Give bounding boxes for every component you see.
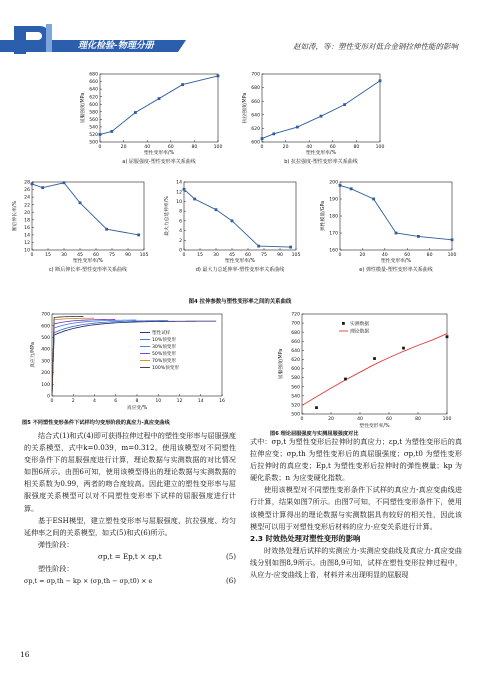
- x-tick-label: 0: [260, 145, 264, 150]
- y-tick-label: 620: [251, 127, 260, 132]
- running-title: 赵如涛，等：塑性变形对低合金钢拉伸性能的影响: [293, 42, 458, 51]
- data-point: [31, 182, 34, 185]
- panel-caption: a) 屈服强度-塑性变形率关系曲线: [122, 159, 196, 165]
- y-tick-label: 18: [24, 218, 30, 224]
- series-line: [52, 316, 83, 396]
- measured-point: [344, 378, 347, 381]
- data-point: [215, 208, 218, 211]
- legend-label: 实测数据: [350, 322, 370, 327]
- x-tick-label: 80: [353, 145, 360, 150]
- data-point: [320, 115, 323, 118]
- x-tick-label: 60: [329, 145, 336, 150]
- figure-6-caption: 图6 理论屈服强度与实测屈服强度对比: [270, 431, 359, 437]
- y-tick-label: 660: [89, 80, 98, 86]
- chart-panel-a: [79, 72, 222, 165]
- y-tick-label: 4: [179, 229, 182, 235]
- series-line: [184, 189, 291, 247]
- legend-label: 10%预变形: [152, 338, 176, 343]
- measured-point: [446, 335, 449, 338]
- x-tick-label: 100: [442, 417, 452, 422]
- data-point: [343, 103, 346, 106]
- right-column: [250, 436, 462, 581]
- y-tick-label: 20: [24, 210, 30, 216]
- x-tick-label: 100: [375, 145, 385, 150]
- series-line: [52, 321, 216, 396]
- legend-label: 50%预变形: [152, 352, 176, 357]
- y-tick-label: 660: [291, 339, 300, 345]
- series-line: [52, 321, 168, 396]
- paragraph: 式中：σp,t 为塑性变形后拉伸时的真应力；εp,t 为塑性变形后的真拉伸应变；σp,th 为塑性变形后的真屈服强度；σp,t0 为塑性变形后拉伸时的真应变；Ep,t 为塑性变形后拉伸时的弹性模量；kp 为硬化系数；n 为应变硬化指数。: [250, 437, 462, 483]
- x-tick-label: 4: [93, 399, 96, 404]
- y-tick-label: 620: [291, 358, 300, 364]
- y-tick-label: 190: [329, 197, 338, 203]
- measured-point: [315, 406, 318, 409]
- y-axis-label: 最大力总延伸率/%: [165, 196, 170, 236]
- x-tick-label: 100: [213, 145, 223, 150]
- plot-frame: [340, 182, 452, 250]
- y-tick-label: 600: [41, 324, 50, 330]
- panel-caption: b) 抗拉强度-塑性变形率关系曲线: [284, 159, 358, 165]
- data-point: [339, 184, 342, 187]
- x-tick-label: 0: [338, 253, 342, 258]
- panel-caption: e) 弹性模量-塑性变形率关系曲线: [359, 267, 433, 273]
- data-point: [79, 201, 82, 204]
- data-point: [63, 181, 66, 184]
- y-tick-label: 10: [24, 248, 30, 254]
- theory-line: [302, 334, 447, 406]
- y-tick-label: 200: [41, 371, 50, 377]
- panel-caption: c) 断后伸长率-塑性变形率关系曲线: [48, 267, 128, 273]
- chart-panel-c: [11, 180, 148, 273]
- x-tick-label: 75: [261, 253, 267, 258]
- y-tick-label: 180: [329, 214, 338, 220]
- x-tick-label: 16: [219, 399, 225, 404]
- panel-caption: d) 最大力总延伸率-塑性变形率关系曲线: [195, 267, 285, 273]
- journal-name: 理化检验-物理分册: [78, 41, 154, 51]
- journal-logo-icon: [10, 20, 74, 56]
- data-point: [289, 246, 292, 249]
- y-axis-label: 屈服强度/MPa: [279, 348, 284, 380]
- x-tick-label: 45: [229, 253, 235, 258]
- y-tick-label: 500: [41, 336, 50, 342]
- left-column: [24, 430, 236, 587]
- y-tick-label: 14: [24, 233, 30, 239]
- series-line: [52, 319, 115, 396]
- y-tick-label: 680: [251, 86, 260, 92]
- measured-point: [373, 357, 376, 360]
- figure-5: [22, 308, 237, 418]
- y-axis-label: 弹性模量/GPa: [321, 200, 326, 232]
- x-axis-label: 塑性变形率/%: [72, 259, 104, 264]
- data-point: [379, 79, 382, 82]
- y-tick-label: 640: [251, 113, 260, 119]
- x-tick-label: 80: [415, 417, 421, 422]
- series-line: [52, 318, 94, 396]
- y-tick-label: 160: [329, 248, 338, 254]
- x-tick-label: 90: [125, 253, 131, 258]
- y-tick-label: 200: [329, 180, 338, 186]
- x-tick-label: 60: [386, 417, 392, 422]
- x-tick-label: 40: [144, 145, 151, 150]
- y-tick-label: 100: [41, 382, 50, 388]
- x-tick-label: 15: [45, 253, 51, 258]
- x-tick-label: 8: [135, 399, 139, 404]
- chart-panel-b: [241, 72, 384, 165]
- x-tick-label: 15: [197, 253, 203, 258]
- y-tick-label: 680: [89, 72, 98, 78]
- data-point: [257, 245, 260, 248]
- y-tick-label: 660: [251, 99, 260, 105]
- y-tick-label: 520: [89, 133, 98, 139]
- data-point: [193, 198, 196, 201]
- paragraph: 基于ESH模型，建立塑性变形率与屈服强度、抗拉强度、均匀延伸率之间的关系模型，如式(5)和式(6)所示。: [24, 515, 236, 537]
- legend-label: 塑性试样: [152, 331, 171, 336]
- y-axis-label: 断后伸长率/%: [13, 200, 18, 232]
- figure-6: [262, 308, 462, 428]
- data-point: [99, 133, 102, 136]
- y-tick-label: 580: [89, 110, 98, 116]
- x-tick-label: 20: [120, 145, 127, 150]
- paragraph: 结合式(1)和式(4)即可获得拉伸过程中的塑性变形率与屈服强度的关系模型，式中k=0.039，m=0.312。使用该模型对不同塑性变形条件下的屈服强度进行计算，理论数据与实测数据的对比情况如图6所示。由图6可知，使用该模型得出的理论数据与实测数据的相关系数为0.99，两者的吻合度较高。因此建立的塑性变形率与屈服强度关系模型可以对不同塑性变形率下试样的屈服强度进行计算。: [24, 431, 236, 513]
- data-point: [217, 74, 220, 77]
- series-line: [100, 76, 218, 135]
- equation-5: σp,t = Ep,t × εp,t (5): [98, 551, 236, 561]
- data-point: [181, 83, 184, 86]
- y-axis-label: 屈服强度/MPa: [81, 92, 86, 124]
- plot-frame: [32, 182, 144, 250]
- x-tick-label: 90: [277, 253, 283, 258]
- y-tick-label: 600: [251, 140, 260, 146]
- data-point: [105, 228, 108, 231]
- y-tick-label: 700: [41, 312, 50, 318]
- x-tick-label: 80: [426, 253, 433, 258]
- data-point: [158, 97, 161, 100]
- data-point: [41, 186, 44, 189]
- figure-4-caption: 图4 拉伸参数与塑性变形率之间的关系曲线: [188, 299, 292, 305]
- y-tick-label: 640: [291, 348, 300, 354]
- stage-label: 塑性阶段：: [38, 564, 74, 574]
- data-point: [451, 238, 454, 241]
- x-tick-label: 60: [93, 253, 99, 258]
- x-tick-label: 45: [77, 253, 83, 258]
- y-tick-label: 12: [176, 190, 182, 196]
- x-tick-label: 30: [213, 253, 219, 258]
- y-tick-label: 400: [41, 347, 50, 353]
- legend-label: 30%预变形: [152, 345, 176, 350]
- y-tick-label: 700: [291, 321, 300, 327]
- x-axis-label: 塑性变形率/%: [224, 259, 256, 264]
- x-tick-label: 40: [381, 253, 388, 258]
- y-tick-label: 560: [291, 385, 300, 391]
- x-tick-label: 10: [155, 399, 162, 404]
- data-point: [372, 198, 375, 201]
- page-number: 16: [20, 650, 30, 659]
- y-tick-label: 720: [291, 312, 300, 318]
- x-tick-label: 80: [191, 145, 198, 150]
- x-tick-label: 30: [61, 253, 67, 258]
- y-tick-label: 24: [24, 195, 30, 201]
- y-tick-label: 640: [89, 87, 98, 93]
- x-axis-label: 塑性变形率/%: [359, 424, 390, 428]
- measured-point: [402, 347, 405, 350]
- y-tick-label: 680: [291, 330, 300, 336]
- y-tick-label: 0: [179, 248, 182, 254]
- x-axis-label: 塑性变形率/%: [305, 151, 337, 156]
- x-tick-label: 20: [328, 417, 334, 422]
- y-tick-label: 620: [89, 95, 98, 101]
- x-tick-label: 0: [98, 145, 102, 150]
- x-tick-label: 20: [359, 253, 366, 258]
- x-tick-label: 105: [291, 253, 301, 258]
- y-tick-label: 540: [89, 125, 98, 131]
- x-tick-label: 40: [306, 145, 313, 150]
- figure-4: [0, 62, 480, 332]
- x-tick-label: 60: [404, 253, 411, 258]
- plot-frame: [184, 182, 296, 250]
- x-tick-label: 6: [114, 399, 118, 404]
- y-tick-label: 580: [291, 376, 300, 382]
- y-tick-label: 28: [24, 180, 30, 186]
- y-tick-label: 600: [291, 367, 300, 373]
- equation-6: σp,t = σp,th − kp × (σp,th − σp,t0) × e (6): [24, 576, 236, 586]
- x-tick-label: 0: [30, 253, 34, 258]
- x-tick-label: 100: [447, 253, 457, 258]
- y-axis-label: 抗拉强度/MPa: [243, 92, 248, 124]
- y-tick-label: 14: [176, 180, 182, 186]
- data-point: [272, 132, 275, 135]
- data-point: [261, 137, 264, 140]
- paragraph: 时效热处理后试样的实测应力-实测应变曲线及真应力-真应变曲线分别如图8,9所示。由图8,9可知，试样在塑性变形拉伸过程中，从应力-应变曲线上看，材料并未出现明显的屈服现: [250, 545, 462, 580]
- y-tick-label: 22: [24, 203, 30, 209]
- stage-label: 弹性阶段：: [38, 539, 74, 549]
- x-tick-label: 0: [50, 399, 54, 404]
- data-point: [137, 233, 140, 236]
- y-tick-label: 300: [41, 359, 50, 365]
- y-tick-label: 520: [291, 403, 300, 409]
- y-tick-label: 10: [176, 200, 182, 206]
- y-axis-label: 真应力/MPa: [31, 342, 36, 368]
- x-tick-label: 12: [176, 399, 183, 404]
- plot-frame: [100, 74, 218, 142]
- x-tick-label: 60: [245, 253, 251, 258]
- data-point: [183, 188, 186, 191]
- data-point: [296, 126, 299, 129]
- y-tick-label: 500: [291, 412, 300, 418]
- y-tick-label: 0: [47, 394, 50, 400]
- x-tick-label: 105: [139, 253, 149, 258]
- y-tick-label: 2: [179, 238, 182, 244]
- chart-panel-d: [163, 180, 300, 273]
- x-tick-label: 75: [109, 253, 115, 258]
- legend-label: 70%预变形: [152, 359, 176, 364]
- x-tick-label: 14: [197, 399, 204, 404]
- x-axis-label: 塑性变形率/%: [143, 151, 175, 156]
- x-tick-label: 0: [300, 417, 304, 422]
- y-tick-label: 500: [89, 140, 98, 146]
- paragraph: 使用该模型对不同塑性变形条件下试样的真应力-真应变曲线进行计算，结果如图7所示。由图7可知，不同塑性变形条件下，使用该模型计算得出的理论数据与实测数据具有较好的相关性，因此该模型可以用于对塑性变形后材料的应力-应变关系进行计算。: [250, 485, 462, 531]
- section-heading: 2.3 时效热处理对塑性变形的影响: [250, 533, 361, 543]
- data-point: [110, 130, 113, 133]
- legend-swatch: [342, 322, 345, 325]
- data-point: [231, 219, 234, 222]
- y-tick-label: 540: [291, 394, 300, 400]
- x-tick-label: 40: [357, 417, 363, 422]
- plot-frame: [52, 314, 222, 396]
- data-point: [134, 111, 137, 114]
- y-tick-label: 170: [329, 231, 338, 237]
- y-tick-label: 8: [179, 209, 182, 215]
- series-line: [262, 81, 380, 139]
- x-tick-label: 2: [71, 399, 75, 404]
- y-tick-label: 600: [89, 102, 98, 108]
- x-tick-label: 60: [167, 145, 174, 150]
- y-tick-label: 26: [24, 188, 30, 194]
- x-axis-label: 塑性变形率/%: [380, 259, 412, 264]
- x-tick-label: 0: [182, 253, 186, 258]
- legend-label: 理论数据: [350, 329, 370, 335]
- x-tick-label: 20: [282, 145, 289, 150]
- x-axis-label: 真应变/%: [126, 406, 148, 411]
- chart-panel-e: [319, 180, 456, 273]
- data-point: [417, 235, 420, 238]
- legend-label: 100%预变形: [152, 366, 179, 371]
- figure-5-caption: 图5 不同塑性变形条件下试样均匀变形阶段的真应力-真应变曲线: [22, 420, 170, 426]
- y-tick-label: 16: [24, 225, 30, 231]
- y-tick-label: 6: [179, 219, 182, 225]
- y-tick-label: 12: [24, 241, 30, 247]
- series-line: [32, 183, 139, 235]
- data-point: [395, 232, 398, 235]
- y-tick-label: 560: [89, 117, 98, 123]
- data-point: [350, 187, 353, 190]
- y-tick-label: 700: [251, 72, 260, 78]
- series-line: [52, 320, 136, 396]
